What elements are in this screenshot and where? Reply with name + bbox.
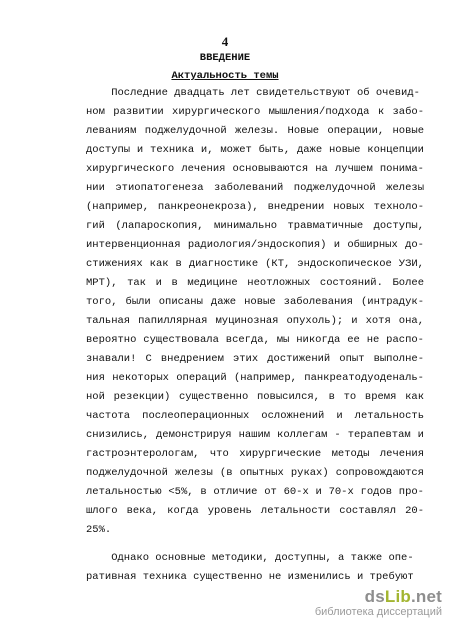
page-number: 4 bbox=[221, 34, 229, 49]
text-line: гастроэнтерологам, что хирургические методы лечения bbox=[86, 448, 424, 460]
watermark-subtitle: библиотека диссертаций bbox=[314, 606, 442, 618]
dslib-logo: dsLib.net bbox=[364, 587, 442, 606]
text-line: стижениях как в диагностике (КТ, эндоскопическое УЗИ, bbox=[86, 258, 424, 270]
text-line: вероятно существовала всегда, мы никогда ее не распо- bbox=[86, 334, 424, 346]
text-line: Однако основные методики, доступны, а также опе- bbox=[86, 552, 414, 564]
section-heading: ВВЕДЕНИЕ bbox=[199, 52, 251, 64]
text-line: ной резекции) существенно повысился, в то время как bbox=[86, 391, 424, 403]
dslib-watermark bbox=[315, 587, 442, 618]
text-line: снизились, демонстрируя нашим коллегам - терапевтам и bbox=[86, 429, 424, 441]
document-body bbox=[86, 84, 424, 587]
text-line: нии этиопатогенеза заболеваний поджелудочной железы bbox=[86, 182, 424, 194]
paragraph-2 bbox=[86, 549, 424, 587]
text-line: ном развитии хирургического мышления/подхода к забо- bbox=[86, 106, 424, 118]
text-line: Последние двадцать лет свидетельствуют об очевид- bbox=[86, 87, 420, 99]
text-line: знавали! С внедрением этих достижений опыт выполне- bbox=[86, 353, 424, 365]
text-line: леваниям поджелудочной железы. Новые операции, новые bbox=[86, 125, 424, 137]
section-subheading: Актуальность темы bbox=[171, 70, 279, 82]
text-line: поджелудочной железы (в опытных руках) сопровождаются bbox=[86, 467, 424, 479]
text-line: хирургического лечения основываются на лучшем понима- bbox=[86, 163, 424, 175]
text-line: летальностью <5%, в отличие от 60-х и 70-х годов про- bbox=[86, 486, 424, 498]
paragraph-1 bbox=[86, 84, 424, 540]
text-line: того, были описаны даже новые заболевания (интрадук- bbox=[86, 296, 424, 308]
text-line: ративная техника существенно не изменились и требуют bbox=[86, 571, 414, 583]
text-line: гий (лапароскопия, минимально травматичные доступы, bbox=[86, 220, 424, 232]
text-line: тальная папиллярная муцинозная опухоль); и хотя она, bbox=[86, 315, 424, 327]
text-line: частота послеоперационных осложнений и летальность bbox=[86, 410, 424, 422]
text-line: доступы и техника и, может быть, даже новые концепции bbox=[86, 144, 424, 156]
text-line: МРТ), так и в медицине неотложных состояний. Более bbox=[86, 277, 424, 289]
text-line: 25%. bbox=[86, 524, 112, 536]
text-line: интервенционная радиология/эндоскопия) и обширных до- bbox=[86, 239, 424, 251]
text-line: ния некоторых операций (например, панкреатодуоденаль- bbox=[86, 372, 424, 384]
text-line: (например, панкреонекроза), внедрении новых техноло- bbox=[86, 201, 424, 213]
text-line: шлого века, когда уровень летальности составлял 20- bbox=[86, 505, 424, 517]
